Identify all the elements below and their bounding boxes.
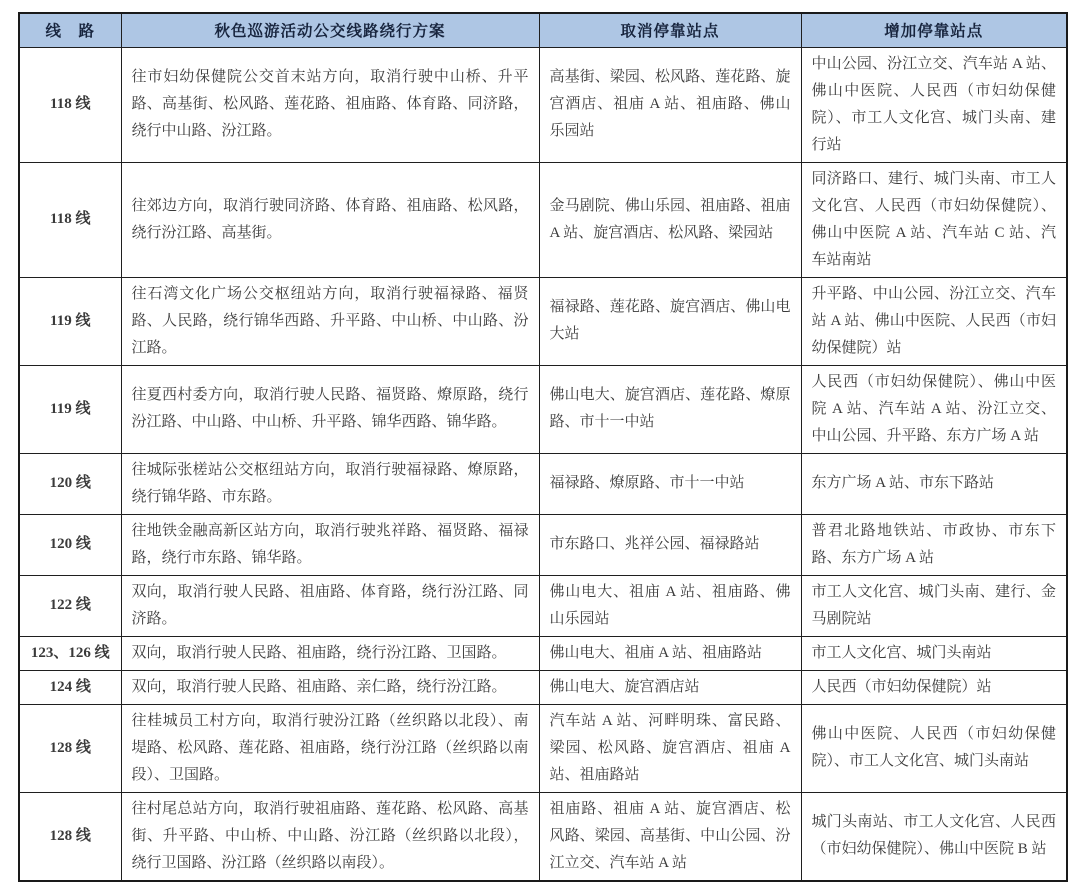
table-row	[19, 670, 1067, 704]
added-stops-cell: 东方广场 A 站、市东下路站	[801, 453, 1067, 514]
route-cell: 124 线	[19, 670, 121, 704]
detour-plan-cell: 双向，取消行驶人民路、祖庙路，绕行汾江路、卫国路。	[121, 636, 539, 670]
detour-plan-cell: 往城际张槎站公交枢纽站方向，取消行驶福禄路、燎原路，绕行锦华路、市东路。	[121, 453, 539, 514]
added-stops-cell: 升平路、中山公园、汾江立交、汽车站 A 站、佛山中医院、人民西（市妇幼保健院）站	[801, 277, 1067, 365]
added-stops-cell: 人民西（市妇幼保健院）站	[801, 670, 1067, 704]
header-cancelled-stops: 取消停靠站点	[539, 13, 801, 47]
route-cell: 120 线	[19, 514, 121, 575]
route-cell: 128 线	[19, 704, 121, 792]
added-stops-cell: 人民西（市妇幼保健院）、佛山中医院 A 站、汽车站 A 站、汾江立交、中山公园、升平路、东方广场 A 站	[801, 365, 1067, 453]
added-stops-cell: 普君北路地铁站、市政协、市东下路、东方广场 A 站	[801, 514, 1067, 575]
detour-plan-cell: 往地铁金融高新区站方向，取消行驶兆祥路、福贤路、福禄路，绕行市东路、锦华路。	[121, 514, 539, 575]
table-row	[19, 514, 1067, 575]
detour-plan-cell: 往市妇幼保健院公交首末站方向，取消行驶中山桥、升平路、高基街、松风路、莲花路、祖庙路、体育路、同济路，绕行中山路、汾江路。	[121, 47, 539, 162]
table-row	[19, 162, 1067, 277]
table-row	[19, 277, 1067, 365]
route-cell: 119 线	[19, 277, 121, 365]
header-route: 线 路	[19, 13, 121, 47]
detour-plan-cell: 往夏西村委方向，取消行驶人民路、福贤路、燎原路，绕行汾江路、中山路、中山桥、升平路、锦华西路、锦华路。	[121, 365, 539, 453]
table-row	[19, 704, 1067, 792]
table-row	[19, 453, 1067, 514]
header-row	[19, 13, 1067, 47]
detour-plan-cell: 双向，取消行驶人民路、祖庙路、体育路，绕行汾江路、同济路。	[121, 575, 539, 636]
table-row	[19, 575, 1067, 636]
cancelled-stops-cell: 佛山电大、旋宫酒店、莲花路、燎原路、市十一中站	[539, 365, 801, 453]
route-cell: 119 线	[19, 365, 121, 453]
route-cell: 118 线	[19, 47, 121, 162]
route-cell: 120 线	[19, 453, 121, 514]
cancelled-stops-cell: 福禄路、燎原路、市十一中站	[539, 453, 801, 514]
header-added-stops: 增加停靠站点	[801, 13, 1067, 47]
cancelled-stops-cell: 高基街、梁园、松风路、莲花路、旋宫酒店、祖庙 A 站、祖庙路、佛山乐园站	[539, 47, 801, 162]
cancelled-stops-cell: 佛山电大、旋宫酒店站	[539, 670, 801, 704]
bus-detour-table	[18, 12, 1068, 882]
cancelled-stops-cell: 汽车站 A 站、河畔明珠、富民路、梁园、松风路、旋宫酒店、祖庙 A 站、祖庙路站	[539, 704, 801, 792]
added-stops-cell: 市工人文化宫、城门头南、建行、金马剧院站	[801, 575, 1067, 636]
cancelled-stops-cell: 佛山电大、祖庙 A 站、祖庙路、佛山乐园站	[539, 575, 801, 636]
table-row	[19, 636, 1067, 670]
table-row	[19, 47, 1067, 162]
header-detour-plan: 秋色巡游活动公交线路绕行方案	[121, 13, 539, 47]
table-row	[19, 792, 1067, 881]
table-header	[19, 13, 1067, 47]
route-cell: 128 线	[19, 792, 121, 881]
cancelled-stops-cell: 金马剧院、佛山乐园、祖庙路、祖庙 A 站、旋宫酒店、松风路、梁园站	[539, 162, 801, 277]
route-cell: 123、126 线	[19, 636, 121, 670]
detour-plan-cell: 往郊边方向，取消行驶同济路、体育路、祖庙路、松风路，绕行汾江路、高基街。	[121, 162, 539, 277]
detour-plan-cell: 双向，取消行驶人民路、祖庙路、亲仁路，绕行汾江路。	[121, 670, 539, 704]
detour-plan-cell: 往桂城员工村方向，取消行驶汾江路（丝织路以北段）、南堤路、松风路、莲花路、祖庙路，绕行汾江路（丝织路以南段）、卫国路。	[121, 704, 539, 792]
added-stops-cell: 市工人文化宫、城门头南站	[801, 636, 1067, 670]
table-body	[19, 47, 1067, 881]
cancelled-stops-cell: 祖庙路、祖庙 A 站、旋宫酒店、松风路、梁园、高基街、中山公园、汾江立交、汽车站 A 站	[539, 792, 801, 881]
route-cell: 118 线	[19, 162, 121, 277]
added-stops-cell: 城门头南站、市工人文化宫、人民西（市妇幼保健院）、佛山中医院 B 站	[801, 792, 1067, 881]
cancelled-stops-cell: 福禄路、莲花路、旋宫酒店、佛山电大站	[539, 277, 801, 365]
cancelled-stops-cell: 佛山电大、祖庙 A 站、祖庙路站	[539, 636, 801, 670]
cancelled-stops-cell: 市东路口、兆祥公园、福禄路站	[539, 514, 801, 575]
added-stops-cell: 中山公园、汾江立交、汽车站 A 站、佛山中医院、人民西（市妇幼保健院）、市工人文化宫、城门头南、建行站	[801, 47, 1067, 162]
detour-plan-cell: 往石湾文化广场公交枢纽站方向，取消行驶福禄路、福贤路、人民路，绕行锦华西路、升平路、中山桥、中山路、汾江路。	[121, 277, 539, 365]
added-stops-cell: 同济路口、建行、城门头南、市工人文化宫、人民西（市妇幼保健院）、佛山中医院 A 站、汽车站 C 站、汽车站南站	[801, 162, 1067, 277]
added-stops-cell: 佛山中医院、人民西（市妇幼保健院）、市工人文化宫、城门头南站	[801, 704, 1067, 792]
table-row	[19, 365, 1067, 453]
detour-plan-cell: 往村尾总站方向，取消行驶祖庙路、莲花路、松风路、高基街、升平路、中山桥、中山路、汾江路（丝织路以北段），绕行卫国路、汾江路（丝织路以南段）。	[121, 792, 539, 881]
route-cell: 122 线	[19, 575, 121, 636]
